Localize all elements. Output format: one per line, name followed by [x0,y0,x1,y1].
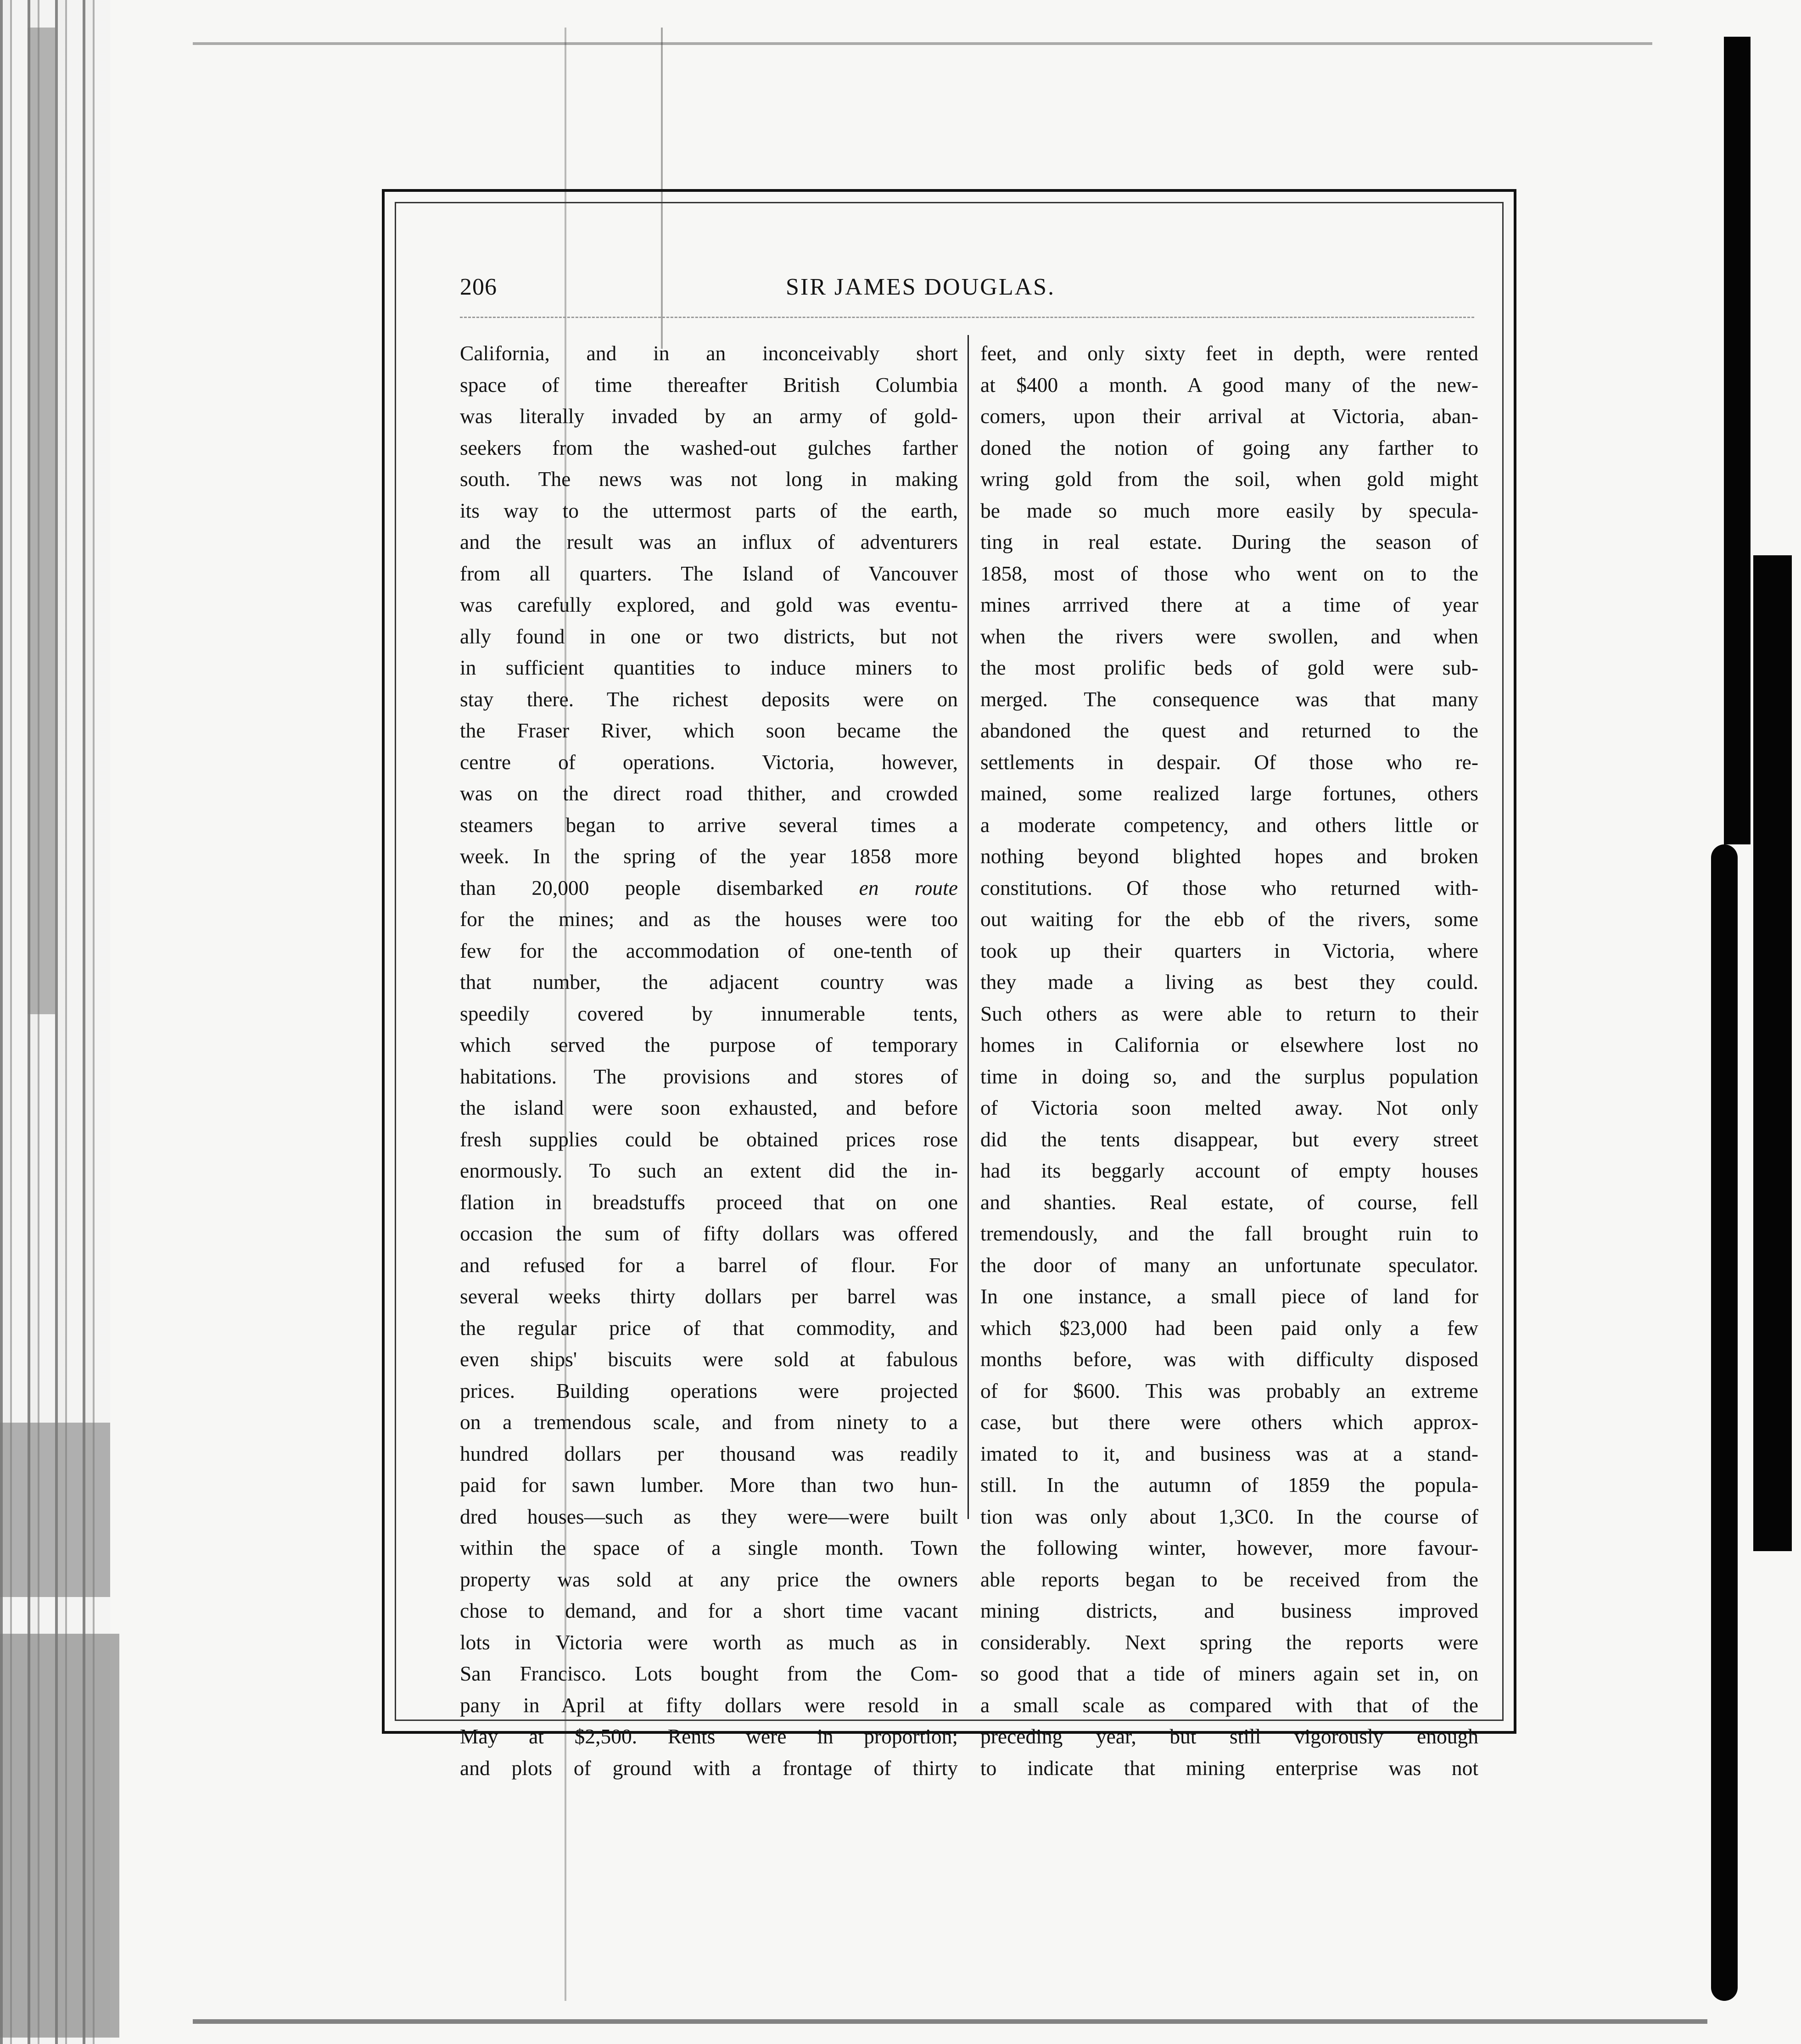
text-line: when the rivers were swollen, and when [980,624,1478,648]
right-text-column [980,338,1478,1784]
text-line: still. In the autumn of 1859 the popula- [980,1473,1478,1497]
text-line: had its beggarly account of empty houses [980,1159,1478,1182]
scan-binding-shadow [1753,555,1792,1551]
text-line: occasion the sum of fifty dollars was offered [460,1222,958,1245]
text-line: property was sold at any price the owners [460,1567,958,1591]
text-line: stay there. The richest deposits were on [460,687,958,711]
text-line: within the space of a single month. Town [460,1536,958,1559]
text-line: the island were soon exhausted, and before [460,1096,958,1119]
text-line: doned the notion of going any farther to [980,436,1478,459]
text-line: San Francisco. Lots bought from the Com- [460,1662,958,1685]
text-line: fresh supplies could be obtained prices rose [460,1127,958,1151]
text-line: ting in real estate. During the season of [980,530,1478,553]
italic-phrase: en route [859,876,958,899]
scan-binding-shadow [1724,37,1751,844]
text-line: paid for sawn lumber. More than two hun- [460,1473,958,1497]
scan-line [193,2019,1707,2024]
text-line: was literally invaded by an army of gold- [460,404,958,428]
text-line: from all quarters. The Island of Vancouver [460,561,958,585]
text-line: south. The news was not long in making [460,467,958,491]
text-line: that number, the adjacent country was [460,970,958,994]
text-line: mained, some realized large fortunes, others [980,782,1478,805]
text-line: was on the direct road thither, and crowded [460,782,958,805]
scan-edge-artifact [0,0,110,2044]
text-line: the following winter, however, more favour- [980,1536,1478,1559]
text-line: week. In the spring of the year 1858 more [460,844,958,868]
text-line: of Victoria soon melted away. Not only [980,1096,1478,1119]
text-line: Such others as were able to return to their [980,1001,1478,1025]
text-line: centre of operations. Victoria, however, [460,750,958,774]
text-line: homes in California or elsewhere lost no [980,1033,1478,1056]
text-line: the regular price of that commodity, and [460,1316,958,1340]
text-line: feet, and only sixty feet in depth, were rented [980,341,1478,365]
text-line: In one instance, a small piece of land for [980,1284,1478,1308]
text-line: mining districts, and business improved [980,1599,1478,1622]
text-line: of for $600. This was probably an extreme [980,1379,1478,1402]
text-line: out waiting for the ebb of the rivers, some [980,907,1478,931]
column-divider [968,335,969,1519]
text-line: and shanties. Real estate, of course, fell [980,1190,1478,1214]
text-line: which served the purpose of temporary [460,1033,958,1056]
text-line: mines arrrived there at a time of year [980,593,1478,616]
text-line: at $400 a month. A good many of the new- [980,373,1478,397]
text-line: so good that a tide of miners again set in, on [980,1662,1478,1685]
header-rule [460,317,1474,318]
text-line: imated to it, and business was at a stand- [980,1441,1478,1465]
text-line: steamers began to arrive several times a [460,813,958,837]
text-line: space of time thereafter British Columbia [460,373,958,397]
text-line: did the tents disappear, but every street [980,1127,1478,1151]
text-line: few for the accommodation of one-tenth of [460,938,958,962]
text-line: its way to the uttermost parts of the earth, [460,498,958,522]
running-head [460,274,1125,310]
scan-shadow [28,28,55,1014]
page-number: 206 [460,274,497,300]
text-line: considerably. Next spring the reports were [980,1630,1478,1654]
text-line: habitations. The provisions and stores of [460,1064,958,1088]
text-line: lots in Victoria were worth as much as in [460,1630,958,1654]
text-line: nothing beyond blighted hopes and broken [980,844,1478,868]
text-line: the most prolific beds of gold were sub- [980,656,1478,679]
running-title: SIR JAMES DOUGLAS. [786,274,1056,300]
text-line: California, and in an inconceivably short [460,341,958,365]
text-line: months before, was with difficulty disposed [980,1347,1478,1371]
text-line: speedily covered by innumerable tents, [460,1001,958,1025]
text-line: for the mines; and as the houses were too [460,907,958,931]
text-line: even ships' biscuits were sold at fabulous [460,1347,958,1371]
text-line: 1858, most of those who went on to the [980,561,1478,585]
text-line: merged. The consequence was that many [980,687,1478,711]
text-line: enormously. To such an extent did the in- [460,1159,958,1182]
text-line: flation in breadstuffs proceed that on one [460,1190,958,1214]
text-line: the door of many an unfortunate speculator. [980,1253,1478,1277]
text-line: seekers from the washed-out gulches farther [460,436,958,459]
text-line: chose to demand, and for a short time vacant [460,1599,958,1622]
text-line: wring gold from the soil, when gold might [980,467,1478,491]
text-line: to indicate that mining enterprise was not [980,1756,1478,1780]
text-line: several weeks thirty dollars per barrel was [460,1284,958,1308]
text-line: dred houses—such as they were—were built [460,1504,958,1528]
text-line: prices. Building operations were projected [460,1379,958,1402]
text-line: and refused for a barrel of flour. For [460,1253,958,1277]
text-line: able reports began to be received from the [980,1567,1478,1591]
text-line: in sufficient quantities to induce miners to [460,656,958,679]
text-line: preceding year, but still vigorously enough [980,1725,1478,1748]
text-line: than 20,000 people disembarked en route [460,876,958,899]
text-line: a moderate competency, and others little or [980,813,1478,837]
text-line: be made so much more easily by specula- [980,498,1478,522]
text-line: tremendously, and the fall brought ruin to [980,1222,1478,1245]
scan-shadow [0,1423,110,1597]
text-line: May at $2,500. Rents were in proportion; [460,1725,958,1748]
text-line: tion was only about 1,3C0. In the course of [980,1504,1478,1528]
text-line: hundred dollars per thousand was readily [460,1441,958,1465]
text-line: comers, upon their arrival at Victoria, aban- [980,404,1478,428]
text-line: the Fraser River, which soon became the [460,719,958,742]
scan-binding-shadow [1711,844,1738,2001]
text-line: and the result was an influx of adventurers [460,530,958,553]
text-line: they made a living as best they could. [980,970,1478,994]
text-line: ally found in one or two districts, but not [460,624,958,648]
text-line: constitutions. Of those who returned with- [980,876,1478,899]
text-line: took up their quarters in Victoria, where [980,938,1478,962]
text-line: settlements in despair. Of those who re- [980,750,1478,774]
text-line: and plots of ground with a frontage of thirty [460,1756,958,1780]
text-line: abandoned the quest and returned to the [980,719,1478,742]
left-text-column [460,338,958,1784]
text-line: on a tremendous scale, and from ninety to a [460,1410,958,1434]
text-line: pany in April at fifty dollars were resold in [460,1693,958,1717]
text-line: which $23,000 had been paid only a few [980,1316,1478,1340]
text-line: time in doing so, and the surplus population [980,1064,1478,1088]
text-line: was carefully explored, and gold was eventu- [460,593,958,616]
scan-line [193,42,1652,45]
text-line: case, but there were others which approx- [980,1410,1478,1434]
scan-shadow [0,1634,119,2038]
text-line: a small scale as compared with that of the [980,1693,1478,1717]
